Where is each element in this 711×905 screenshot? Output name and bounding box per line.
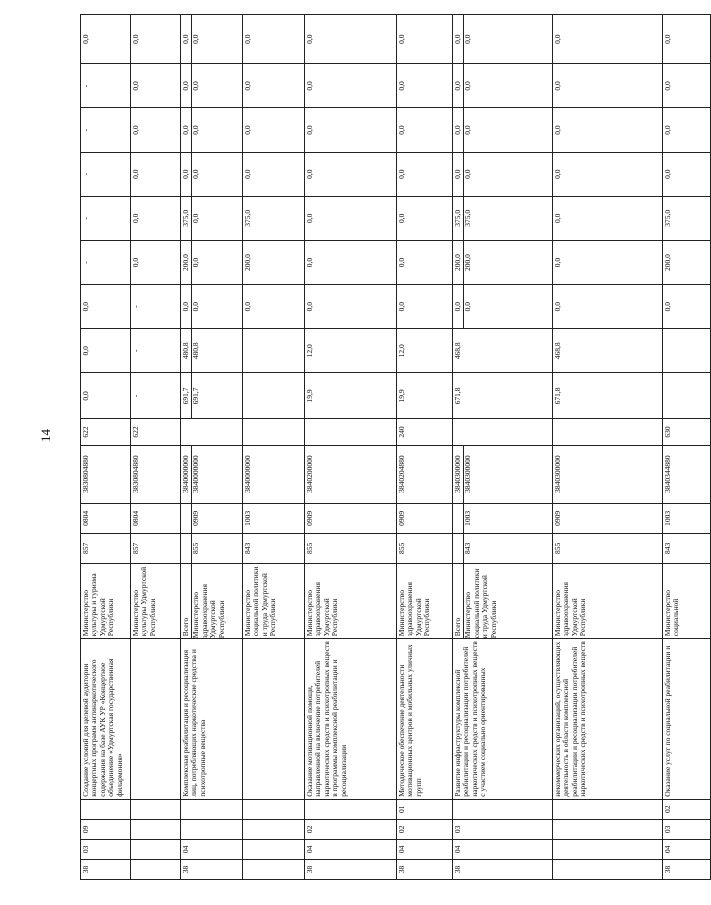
table-cell: 200,0 200,0: [453, 240, 553, 284]
table-cell: 3840300000 3840300000: [453, 445, 553, 503]
table-cell: 01: [397, 799, 453, 819]
table-cell: Оказание мотивационной помощи, направленной на включение потребителей наркотических средств и психотропных веществ в программы комплексной реабилитации и ресоциализации: [305, 639, 397, 800]
table-cell: 12,0: [397, 329, 453, 373]
table-cell: 0,0: [243, 108, 305, 152]
table-cell: 671,8: [453, 373, 553, 419]
table-cell: [131, 639, 181, 800]
table-cell: 0,0: [131, 15, 181, 64]
table-cell: 843: [663, 533, 711, 563]
table-cell: Комплексная реабилитация и ресоциализация лиц, потребляющих наркотические средства и психотропные вещества: [181, 639, 243, 800]
table-cell: 0,0: [305, 152, 397, 196]
table-cell: 622: [81, 419, 131, 445]
table-cell: 0,0: [81, 373, 131, 419]
table-cell: 3840200000: [305, 445, 397, 503]
table-row: [663, 15, 711, 880]
table-cell: 1003: [453, 503, 553, 533]
table-cell: 480,8 480,8: [181, 329, 243, 373]
table-cell: 03: [453, 819, 553, 839]
table-cell: 0909: [397, 503, 453, 533]
table-cell: [553, 819, 663, 839]
table-cell: 19,9: [305, 373, 397, 419]
table-cell: [243, 859, 305, 879]
table-cell: 855: [553, 533, 663, 563]
table-cell: [553, 799, 663, 819]
table-row: [243, 15, 305, 880]
table-cell: 0,0: [397, 196, 453, 240]
table-cell: 375,0: [663, 196, 711, 240]
table-cell: [305, 799, 397, 819]
table-cell: 04: [453, 839, 553, 859]
table-cell: 0,0: [663, 108, 711, 152]
table-cell: 375,0: [243, 196, 305, 240]
table-cell: 38: [181, 859, 243, 879]
table-cell: [243, 639, 305, 800]
table-cell: 0,0: [553, 196, 663, 240]
table-cell: 3840300000: [553, 445, 663, 503]
table-cell: [553, 859, 663, 879]
table-cell: 0,0: [553, 152, 663, 196]
table-row: [397, 15, 453, 880]
table-cell: 0,0 0,0: [453, 64, 553, 108]
table-cell: [243, 799, 305, 819]
table-cell: 622: [131, 419, 181, 445]
table-cell: 0,0: [243, 64, 305, 108]
table-cell: 630: [663, 419, 711, 445]
table-cell: -: [131, 373, 181, 419]
table-cell: 1003: [663, 503, 711, 533]
table-cell: 0,0: [397, 15, 453, 64]
table-cell: 240: [397, 419, 453, 445]
table-cell: 671,8: [553, 373, 663, 419]
table-cell: Министерство социальной: [663, 563, 711, 638]
table-cell: 04: [397, 839, 453, 859]
table-cell: некоммерческих организаций, осуществляющих деятельность в области комплексной реабилитации и ресоциализации потребителей наркотических средств и психотропных веществ: [553, 639, 663, 800]
table-cell: 04: [305, 839, 397, 859]
table-cell: 0,0: [243, 152, 305, 196]
table-cell: 1003: [243, 503, 305, 533]
table-cell: [243, 839, 305, 859]
table-cell: [181, 799, 243, 819]
table-cell: 0,0 0,0: [181, 152, 243, 196]
table-cell: 468,8: [553, 329, 663, 373]
table-cell: [453, 799, 553, 819]
table-cell: [553, 839, 663, 859]
table-cell: -: [131, 285, 181, 329]
table-cell: 843: [453, 533, 553, 563]
table-cell: 38: [663, 859, 711, 879]
table-cell: 3840000000: [243, 445, 305, 503]
table-cell: 0,0: [553, 108, 663, 152]
table-cell: 855: [305, 533, 397, 563]
table-cell: 38: [81, 859, 131, 879]
table-cell: 200,0: [243, 240, 305, 284]
table-cell: 0909: [305, 503, 397, 533]
table-cell: [243, 373, 305, 419]
table-cell: 0,0: [131, 240, 181, 284]
table-cell: [181, 819, 243, 839]
table-cell: 0909: [181, 503, 243, 533]
table-cell: 3840344880: [663, 445, 711, 503]
table-row: [131, 15, 181, 880]
table-cell: Всего Министерство здравоохранения Удмуртской Республики: [181, 563, 243, 638]
table-cell: Всего Министерство социальной политики и труда Удмуртской Республики: [453, 563, 553, 638]
budget-table-wrapper: [80, 14, 681, 880]
table-cell: 0,0: [397, 152, 453, 196]
table-cell: 0,0: [81, 285, 131, 329]
table-cell: 03: [81, 839, 131, 859]
table-row: [181, 15, 243, 880]
table-cell: 0,0 0,0: [181, 108, 243, 152]
table-cell: [663, 329, 711, 373]
table-cell: [131, 799, 181, 819]
table-cell: Министерство здравоохранения Удмуртской Республики: [305, 563, 397, 638]
table-cell: 0,0 0,0: [181, 64, 243, 108]
table-cell: 0,0: [663, 64, 711, 108]
table-cell: 843: [243, 533, 305, 563]
table-cell: [131, 859, 181, 879]
table-cell: 0,0: [397, 64, 453, 108]
table-cell: [305, 419, 397, 445]
table-cell: 0,0 0,0: [453, 15, 553, 64]
table-cell: Министерство культуры и туризма Удмуртской Республики: [81, 563, 131, 638]
table-cell: 0,0: [305, 196, 397, 240]
table-cell: 0804: [81, 503, 131, 533]
page-number: 14: [38, 429, 53, 442]
table-cell: 0,0 0,0: [453, 152, 553, 196]
table-cell: 0909: [553, 503, 663, 533]
table-cell: 200,0: [663, 240, 711, 284]
table-cell: 375,0 375,0: [453, 196, 553, 240]
table-cell: 0,0: [305, 240, 397, 284]
table-cell: 0,0 0,0: [181, 15, 243, 64]
table-cell: Методическое обеспечение деятельности мотивационных центров и мобильных уличных групп: [397, 639, 453, 800]
table-cell: 09: [81, 819, 131, 839]
table-cell: 0,0: [305, 108, 397, 152]
table-cell: Оказание услуг по социальной реабилитации и: [663, 639, 711, 800]
table-cell: Министерство здравоохранения Удмуртской Республики: [397, 563, 453, 638]
table-cell: -: [81, 108, 131, 152]
table-cell: Развитие инфраструктуры комплексной реабилитации и ресоциализации потребителей наркотических средств и психотропных веществ с участием социально ориентированных: [453, 639, 553, 800]
table-cell: [243, 329, 305, 373]
table-cell: 855: [181, 533, 243, 563]
table-cell: 38: [305, 859, 397, 879]
table-cell: -: [81, 64, 131, 108]
table-cell: 0,0: [305, 285, 397, 329]
table-row: [553, 15, 663, 880]
table-cell: 857: [131, 533, 181, 563]
table-cell: 02: [305, 819, 397, 839]
table-cell: 04: [181, 839, 243, 859]
table-cell: 691,7 691,7: [181, 373, 243, 419]
table-cell: [453, 419, 553, 445]
table-cell: 0,0: [397, 285, 453, 329]
table-cell: 3830804880: [131, 445, 181, 503]
table-cell: 0,0: [131, 152, 181, 196]
table-cell: 38: [397, 859, 453, 879]
table-cell: 0,0: [131, 196, 181, 240]
table-row: [305, 15, 397, 880]
table-cell: 0,0: [131, 108, 181, 152]
table-cell: [131, 819, 181, 839]
table-cell: 0,0: [553, 240, 663, 284]
table-cell: 0,0: [243, 285, 305, 329]
table-cell: 0,0: [81, 15, 131, 64]
table-cell: 04: [663, 839, 711, 859]
table-cell: 38: [453, 859, 553, 879]
table-cell: 3830804880: [81, 445, 131, 503]
table-cell: [131, 839, 181, 859]
table-cell: Министерство культуры Удмуртской Республики: [131, 563, 181, 638]
table-cell: 0,0: [553, 285, 663, 329]
table-cell: [553, 419, 663, 445]
table-cell: 0,0: [553, 64, 663, 108]
table-cell: 0,0 0,0: [453, 285, 553, 329]
table-cell: 857: [81, 533, 131, 563]
table-cell: 855: [397, 533, 453, 563]
table-row: [81, 15, 131, 880]
table-cell: 0,0: [81, 329, 131, 373]
table-cell: Министерство социальной политики и труда Удмуртской Республики: [243, 563, 305, 638]
table-cell: 02: [663, 799, 711, 819]
table-cell: -: [81, 196, 131, 240]
table-cell: 3840000000 3840000000: [181, 445, 243, 503]
table-cell: -: [131, 329, 181, 373]
table-cell: 0,0: [243, 15, 305, 64]
table-cell: 03: [663, 819, 711, 839]
table-cell: 0,0 0,0: [181, 285, 243, 329]
table-cell: Министерство здравоохранения Удмуртской Республики: [553, 563, 663, 638]
table-cell: 3840204880: [397, 445, 453, 503]
table-cell: 0,0: [663, 15, 711, 64]
table-cell: 0,0: [305, 15, 397, 64]
table-cell: 200,0 0,0: [181, 240, 243, 284]
table-cell: 0,0: [663, 152, 711, 196]
table-cell: Создание условий для целевой аудитории концертных программ антинаркотического содержания на базе АУК УР «Концертное объединение «Удмуртская государственная филармония»: [81, 639, 131, 800]
table-cell: 0,0: [305, 64, 397, 108]
table-body: [81, 15, 711, 880]
table-cell: 468,8: [453, 329, 553, 373]
table-cell: 0,0 0,0: [453, 108, 553, 152]
table-cell: 02: [397, 819, 453, 839]
table-cell: 0,0: [397, 240, 453, 284]
table-cell: [243, 419, 305, 445]
table-cell: 375,0 0,0: [181, 196, 243, 240]
table-cell: 0,0: [553, 15, 663, 64]
table-cell: 12,0: [305, 329, 397, 373]
table-cell: 0,0: [131, 64, 181, 108]
table-cell: [243, 819, 305, 839]
table-cell: -: [81, 152, 131, 196]
table-cell: [81, 799, 131, 819]
table-cell: [663, 373, 711, 419]
table-cell: [181, 419, 243, 445]
budget-table: [80, 14, 711, 880]
table-cell: 0,0: [397, 108, 453, 152]
table-cell: 19,9: [397, 373, 453, 419]
table-cell: 0804: [131, 503, 181, 533]
table-row: [453, 15, 553, 880]
table-cell: -: [81, 240, 131, 284]
table-cell: 0,0: [663, 285, 711, 329]
